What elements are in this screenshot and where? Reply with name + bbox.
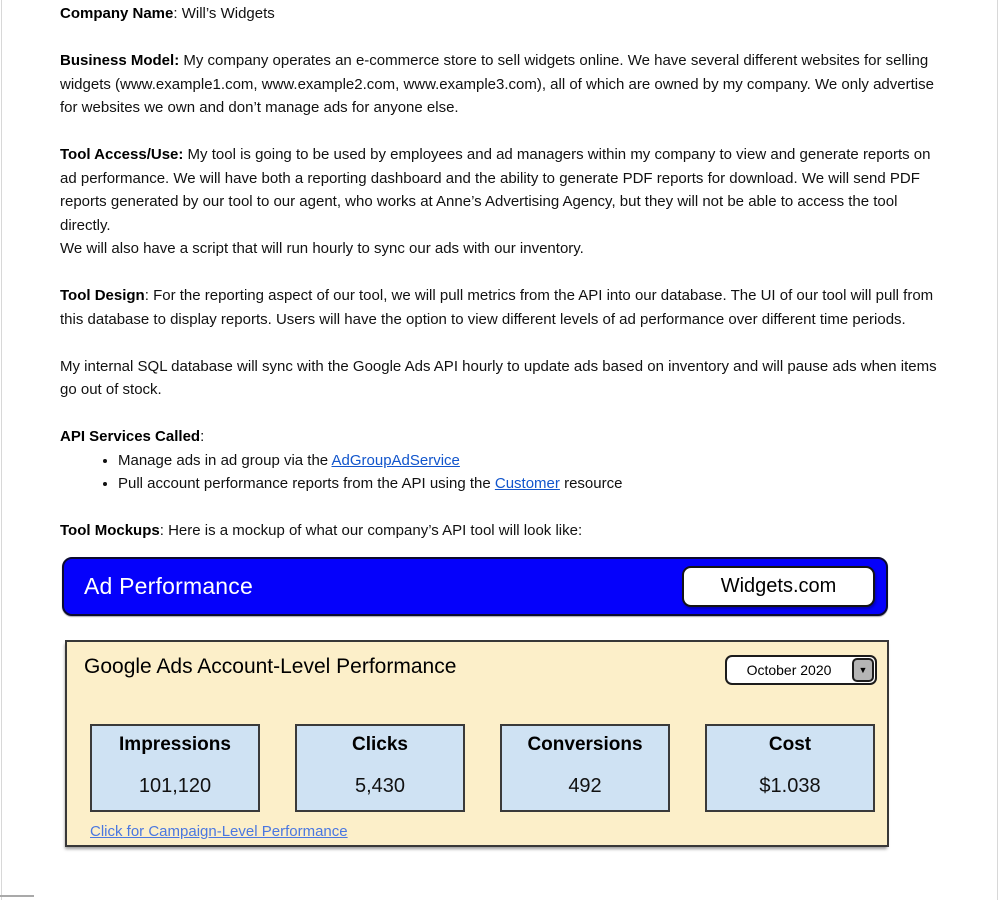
- customer-link[interactable]: Customer: [494, 475, 560, 492]
- tool-mockups-label: Tool Mockups: [60, 522, 160, 539]
- month-dropdown-value: October 2020: [746, 661, 832, 678]
- bullet-1-text: Manage ads in ad group via the: [118, 451, 332, 469]
- chevron-down-icon: ▼: [858, 664, 868, 675]
- paragraph-tool-design: [60, 284, 940, 331]
- paragraph-api-services: [60, 425, 940, 449]
- widgets-com-button[interactable]: Widgets.com: [682, 566, 875, 607]
- paragraph-tool-mockups: [60, 519, 940, 543]
- bullet-adgroupadservice: [118, 449, 940, 473]
- bullet-customer-resource: [118, 472, 940, 496]
- campaign-level-link[interactable]: Click for Campaign-Level Performance: [90, 822, 348, 840]
- metric-cards-row: [90, 724, 877, 812]
- tool-access-text-2: We will also have a script that will run hourly to sync our ads with our inventory.: [60, 240, 584, 257]
- tool-design-label: Tool Design: [60, 287, 145, 304]
- bullet-2-text: Pull account performance reports from the API using the: [118, 475, 495, 492]
- paragraph-sql-sync: [60, 355, 940, 402]
- metric-card-cost: [705, 724, 875, 812]
- company-name-value: : Will’s Widgets: [173, 5, 275, 22]
- tool-access-text: My tool is going to be used by employees and ad managers within my company to view and generate reports on ad performance. We will have both a reporting dashboard and the ability to generate PDF reports for download. We will send PDF reports generated by our tool to our agent, who works at Anne’s Advertising Agency, but they will not be able to access the tool directly.: [60, 146, 931, 234]
- paragraph-company-name: [60, 2, 940, 26]
- metric-label: Cost: [768, 733, 812, 755]
- mockup-page-title: Ad Performance: [84, 572, 253, 599]
- api-services-list: [60, 449, 940, 496]
- business-model-text: My company operates an e-commerce store to sell widgets online. We have several different websites for selling widgets (www.example1.com, www.example2.com, www.example3.com), all of which are owned by my company. We only advertise for websites we own and don’t manage ads for anyone else.: [60, 52, 934, 116]
- bullet-2-text-post: resource: [559, 475, 623, 492]
- company-name-label: Company Name: [60, 5, 174, 22]
- paragraph-tool-access: [60, 143, 940, 261]
- api-services-colon: :: [200, 428, 205, 445]
- metric-card-impressions: [90, 724, 260, 812]
- metric-label: Clicks: [352, 733, 408, 755]
- tool-design-text: : For the reporting aspect of our tool, we will pull metrics from the API into our database. The UI of our tool will pull from this database to display reports. Users will have the option to view different levels of ad performance over different time periods.: [60, 287, 934, 328]
- metric-card-clicks: [295, 724, 465, 812]
- account-performance-panel: [65, 640, 889, 847]
- paragraph-business-model: [60, 49, 940, 120]
- dropdown-arrow-button[interactable]: [852, 658, 874, 682]
- adgroupadservice-link[interactable]: AdGroupAdService: [331, 451, 460, 469]
- metric-value: 101,120: [138, 774, 212, 797]
- tool-access-label: Tool Access/Use:: [60, 146, 184, 163]
- mockup-header-bar: [62, 557, 888, 616]
- metric-label: Impressions: [119, 733, 231, 755]
- metric-label: Conversions: [527, 733, 643, 755]
- metric-value: 492: [568, 774, 602, 797]
- tool-mockups-text: : Here is a mockup of what our company’s API tool will look like:: [159, 522, 583, 539]
- business-model-label: Business Model:: [60, 52, 180, 69]
- panel-header-row: [84, 655, 877, 685]
- api-services-label: API Services Called: [60, 428, 201, 445]
- metric-value: $1.038: [759, 774, 821, 797]
- sql-sync-text: My internal SQL database will sync with the Google Ads API hourly to update ads based on inventory and will pause ads when items go out of stock.: [60, 357, 937, 398]
- metric-card-conversions: [500, 724, 670, 812]
- panel-title: Google Ads Account-Level Performance: [84, 654, 457, 678]
- month-dropdown[interactable]: [725, 655, 877, 685]
- metric-value: 5,430: [354, 774, 406, 797]
